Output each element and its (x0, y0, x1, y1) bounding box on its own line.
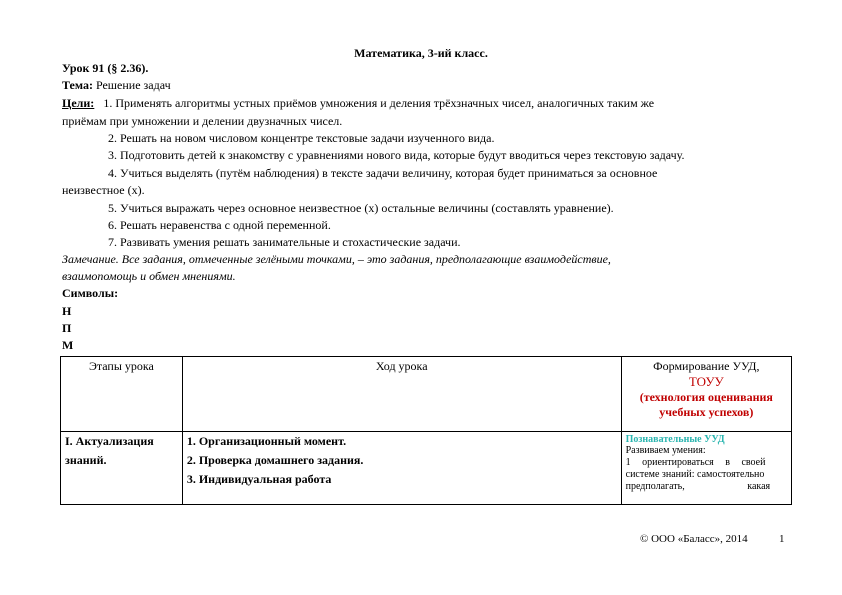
symbols-label: Символы: (62, 286, 119, 300)
header-touu: ТОУУ (688, 374, 724, 389)
uud-item: предполагать, какая (625, 481, 771, 492)
footer-copyright: © ООО «Баласс», 2014 (640, 533, 748, 545)
goal-item: 5. Учиться выражать через основное неизвестное (х) остальные величины (составлять уравнение). (108, 201, 614, 215)
header-touu-desc: учебных успехов) (659, 405, 754, 419)
goal-item: неизвестное (х). (62, 183, 145, 197)
stage-cell (61, 432, 183, 505)
header-stages: Этапы урока (61, 357, 183, 432)
note-line: Замечание. Все задания, отмеченные зелёными точками, – это задания, предполагающие взаимодействие, (62, 252, 611, 266)
goal-item: 2. Решать на новом числовом концентре текстовые задачи изученного вида. (108, 131, 495, 145)
course-step: 2. Проверка домашнего задания. (186, 453, 364, 467)
course-cell (182, 432, 621, 505)
table-header-row (61, 357, 792, 432)
uud-cell (621, 432, 791, 505)
document-title: Математика, 3-ий класс. (354, 46, 488, 60)
goal-item: приёмам при умножении и делении двузначных чисел. (62, 114, 343, 128)
header-uud-title: Формирование УУД, (653, 359, 760, 373)
uud-develop: Развиваем умения: (625, 445, 706, 456)
goal-item: 6. Решать неравенства с одной переменной. (108, 218, 331, 232)
page-number: 1 (779, 533, 785, 545)
goals-label: Цели: (62, 96, 95, 110)
goal-item: 7. Развивать умения решать занимательные и стохастические задачи. (108, 235, 461, 249)
course-step: 1. Организационный момент. (186, 434, 347, 448)
topic-label: Тема: (62, 78, 93, 92)
stage-name: I. Актуализация (65, 434, 154, 448)
goals-line-1 (62, 96, 654, 111)
goal-item: 1. Применять алгоритмы устных приёмов умножения и деления трёхзначных чисел, аналогичных таким же (103, 96, 655, 110)
header-touu-desc: (технология оценивания (639, 390, 773, 404)
goal-item: 3. Подготовить детей к знакомству с уравнениями нового вида, которые будут вводиться через текстовую задачу. (108, 148, 685, 162)
header-course: Ход урока (182, 357, 621, 432)
symbol-n: Н (62, 304, 72, 318)
uud-item-text: 1 ориентироваться в своей (625, 457, 766, 468)
goal-item: 4. Учиться выделять (путём наблюдения) в тексте задачи величину, которая будет приниматься за основное (108, 166, 658, 180)
uud-item: системе знаний: самостоятельно (625, 469, 765, 480)
note-line: взаимопомощь и обмен мнениями. (62, 269, 236, 283)
table-row (61, 432, 792, 505)
course-step: 3. Индивидуальная работа (186, 472, 332, 486)
header-uud (621, 357, 791, 432)
uud-type: Познавательные УУД (625, 434, 725, 445)
symbol-p: П (62, 321, 72, 335)
lesson-number: Урок 91 (§ 2.36). (62, 61, 149, 75)
topic-value: Решение задач (92, 78, 171, 92)
stage-name: знаний. (65, 453, 107, 467)
symbol-m: М (62, 338, 74, 352)
uud-item (626, 457, 787, 469)
topic-line (62, 78, 171, 93)
lesson-table (60, 356, 792, 505)
